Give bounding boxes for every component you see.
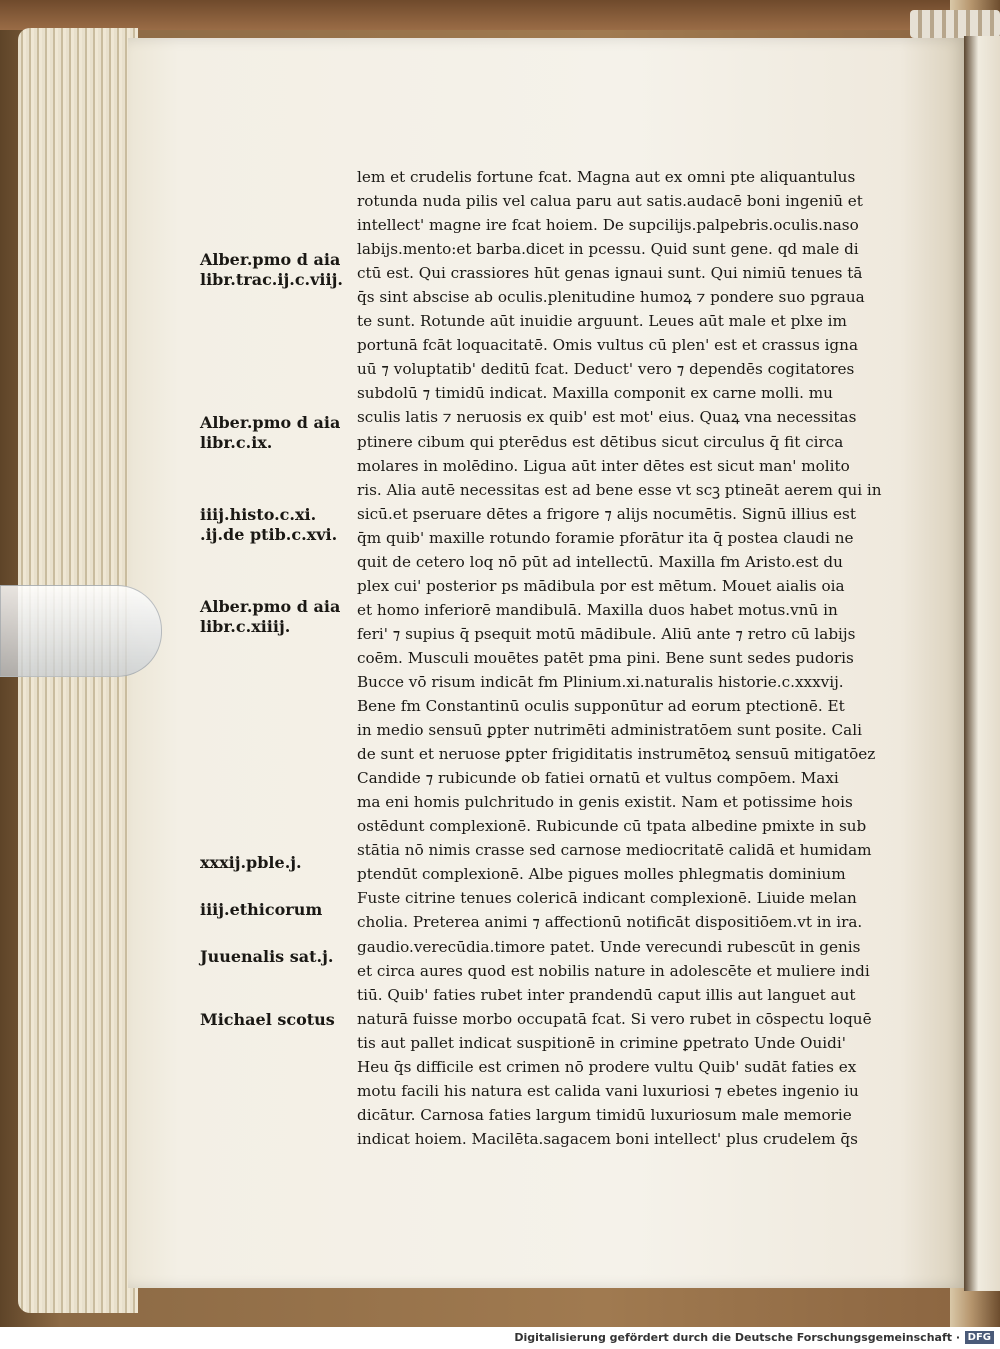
text-line: ctū est. Qui crassiores hūt genas ignaui sunt. Qui nimiū tenues tā [357, 264, 863, 283]
facing-page-edge [964, 36, 1000, 1291]
marginal-note-line: iiij.ethicorum [200, 900, 323, 919]
marginal-note-line: libr.c.xiiij. [200, 617, 291, 636]
marginal-note-line: libr.c.ix. [200, 433, 273, 452]
text-line: intellect' magne ire fcat hoiem. De supcilijs.palpebris.oculis.naso [357, 216, 859, 235]
text-line: ptendūt complexionē. Albe pigues molles phlegmatis dominium [357, 865, 846, 884]
marginal-note-line: Michael scotus [200, 1010, 335, 1029]
text-line: sicū.et pseruare dētes a frigore ⁊ alijs nocumētis. Signū illius est [357, 504, 856, 523]
text-line: quit de cetero loq nō pūt ad intellectū. Maxilla fm Aristo.est du [357, 552, 843, 571]
marginal-note [200, 597, 350, 637]
text-line: ostēdunt complexionē. Rubicunde cū tpata albedine pmixte in sub [357, 817, 867, 836]
dfg-logo: DFG [965, 1331, 994, 1344]
text-line: uū ⁊ voluptatib' deditū fcat. Deduct' vero ⁊ dependēs cogitatores [357, 360, 855, 379]
text-line: stātia nō nimis crasse sed carnose mediocritatē calidā et humidam [357, 841, 872, 860]
text-line: feri' ⁊ supius q̄ psequit motū mādibule. Aliū ante ⁊ retro cū labijs [357, 624, 856, 643]
marginal-note [200, 1010, 350, 1030]
text-line: rotunda nuda pilis vel calua paru aut satis.audacē boni ingeniū et [357, 192, 863, 211]
marginal-note-line: Alber.pmo d aia [200, 413, 341, 432]
marginal-note [200, 250, 350, 290]
text-line: naturā fuisse morbo occupatā fcat. Si vero rubet in cōspectu loquē [357, 1009, 872, 1028]
text-line: plex cui' posterior ps mādibula por est mētum. Mouet aialis oia [357, 576, 845, 595]
text-line: subdolū ⁊ timidū indicat. Maxilla componit ex carne molli. mu [357, 384, 833, 403]
text-line: lem et crudelis fortune fcat. Magna aut ex omni pte aliquantulus [357, 168, 856, 186]
funding-credit: Digitalisierung gefördert durch die Deutsche Forschungsgemeinschaft · [514, 1331, 960, 1344]
text-line: motu facili his natura est calida vani luxuriosi ⁊ ebetes ingenio iu [357, 1081, 859, 1100]
text-line: et circa aures quod est nobilis nature in adolescēte et muliere indi [357, 961, 870, 980]
marginal-note [200, 853, 350, 873]
clasp-icon [910, 10, 1000, 38]
body-text [357, 165, 917, 1151]
text-line: labijs.mento:et barba.dicet in pcessu. Quid sunt gene. qd male di [357, 240, 859, 259]
marginal-note-line: iiij.histo.c.xi. [200, 505, 317, 524]
marginal-note [200, 505, 350, 545]
text-line: ptinere cibum qui pterēdus est dētibus sicut circulus q̄ fit circa [357, 432, 844, 451]
text-line: q̄s sint abscise ab oculis.plenitudine humoꝝ ⁊ pondere suo pgraua [357, 288, 865, 307]
text-line: dicātur. Carnosa faties largum timidū luxuriosum male memorie [357, 1105, 852, 1124]
cover-top-edge [0, 0, 1000, 30]
text-line: tiū. Quib' faties rubet inter prandendū caput illis aut languet aut [357, 985, 856, 1004]
text-line: molares in molēdino. Ligua aūt inter dētes est sicut man' molito [357, 456, 850, 475]
text-line: Heu q̄s difficile est crimen nō prodere vultu Quib' sudāt faties ex [357, 1057, 857, 1076]
text-line: gaudio.verecūdia.timore patet. Unde verecundi rubescūt in genis [357, 937, 861, 956]
text-line: Bucce vō risum indicāt fm Plinium.xi.naturalis historie.c.xxxvij. [357, 672, 844, 691]
text-line: in medio sensuū ꝑpter nutrimēti administratōem sunt posite. Cali [357, 721, 862, 740]
text-line: sculis latis ⁊ neruosis ex quib' est mot' eius. Quaꝝ vna necessitas [357, 408, 857, 427]
marginal-note-line: Alber.pmo d aia [200, 250, 341, 269]
text-line: Fuste citrine tenues colericā indicant complexionē. Liuide melan [357, 889, 857, 908]
page-marker-clip [0, 585, 162, 677]
marginal-note-line: xxxij.pble.j. [200, 853, 302, 872]
text-line: coēm. Musculi mouētes patēt pma pini. Bene sunt sedes pudoris [357, 648, 854, 667]
text-line: tis aut pallet indicat suspitionē in crimine ꝑpetrato Unde Ouidi' [357, 1033, 846, 1052]
text-line: ris. Alia autē necessitas est ad bene esse vt scꝫ ptineāt aerem qui in [357, 480, 882, 499]
text-line: Candide ⁊ rubicunde ob fatiei ornatū et vultus compōem. Maxi [357, 769, 839, 788]
text-line: et homo inferiorē mandibulā. Maxilla duos habet motus.vnū in [357, 600, 838, 619]
marginal-note-line: libr.trac.ij.c.viij. [200, 270, 343, 289]
marginal-note-line: .ij.de ptib.c.xvi. [200, 525, 338, 544]
text-line: te sunt. Rotunde aūt inuidie arguunt. Leues aūt male et plxe im [357, 312, 847, 331]
marginal-note-line: Alber.pmo d aia [200, 597, 341, 616]
text-line: indicat hoiem. Macilēta.sagacem boni intellect' plus crudelem q̄s [357, 1129, 858, 1148]
text-line: cholia. Preterea animi ⁊ affectionū notificāt dispositiōem.vt in ira. [357, 913, 863, 932]
marginal-note [200, 947, 350, 967]
marginal-note [200, 900, 350, 920]
text-line: q̄m quib' maxille rotundo foramie pforātur ita q̄ postea claudi ne [357, 528, 854, 547]
text-line: ma eni homis pulchritudo in genis existit. Nam et potissime hois [357, 793, 853, 812]
marginal-note-line: Juuenalis sat.j. [200, 947, 334, 966]
marginal-note [200, 413, 350, 453]
text-line: Bene fm Constantinū oculis supponūtur ad eorum ptectionē. Et [357, 697, 845, 716]
text-line: portunā fcāt loquacitatē. Omis vultus cū plen' est et crassus igna [357, 336, 858, 355]
text-line: de sunt et neruose ꝑpter frigiditatis instrumētoꝝ sensuū mitigatōez [357, 745, 876, 764]
footer-bar [0, 1327, 1000, 1349]
